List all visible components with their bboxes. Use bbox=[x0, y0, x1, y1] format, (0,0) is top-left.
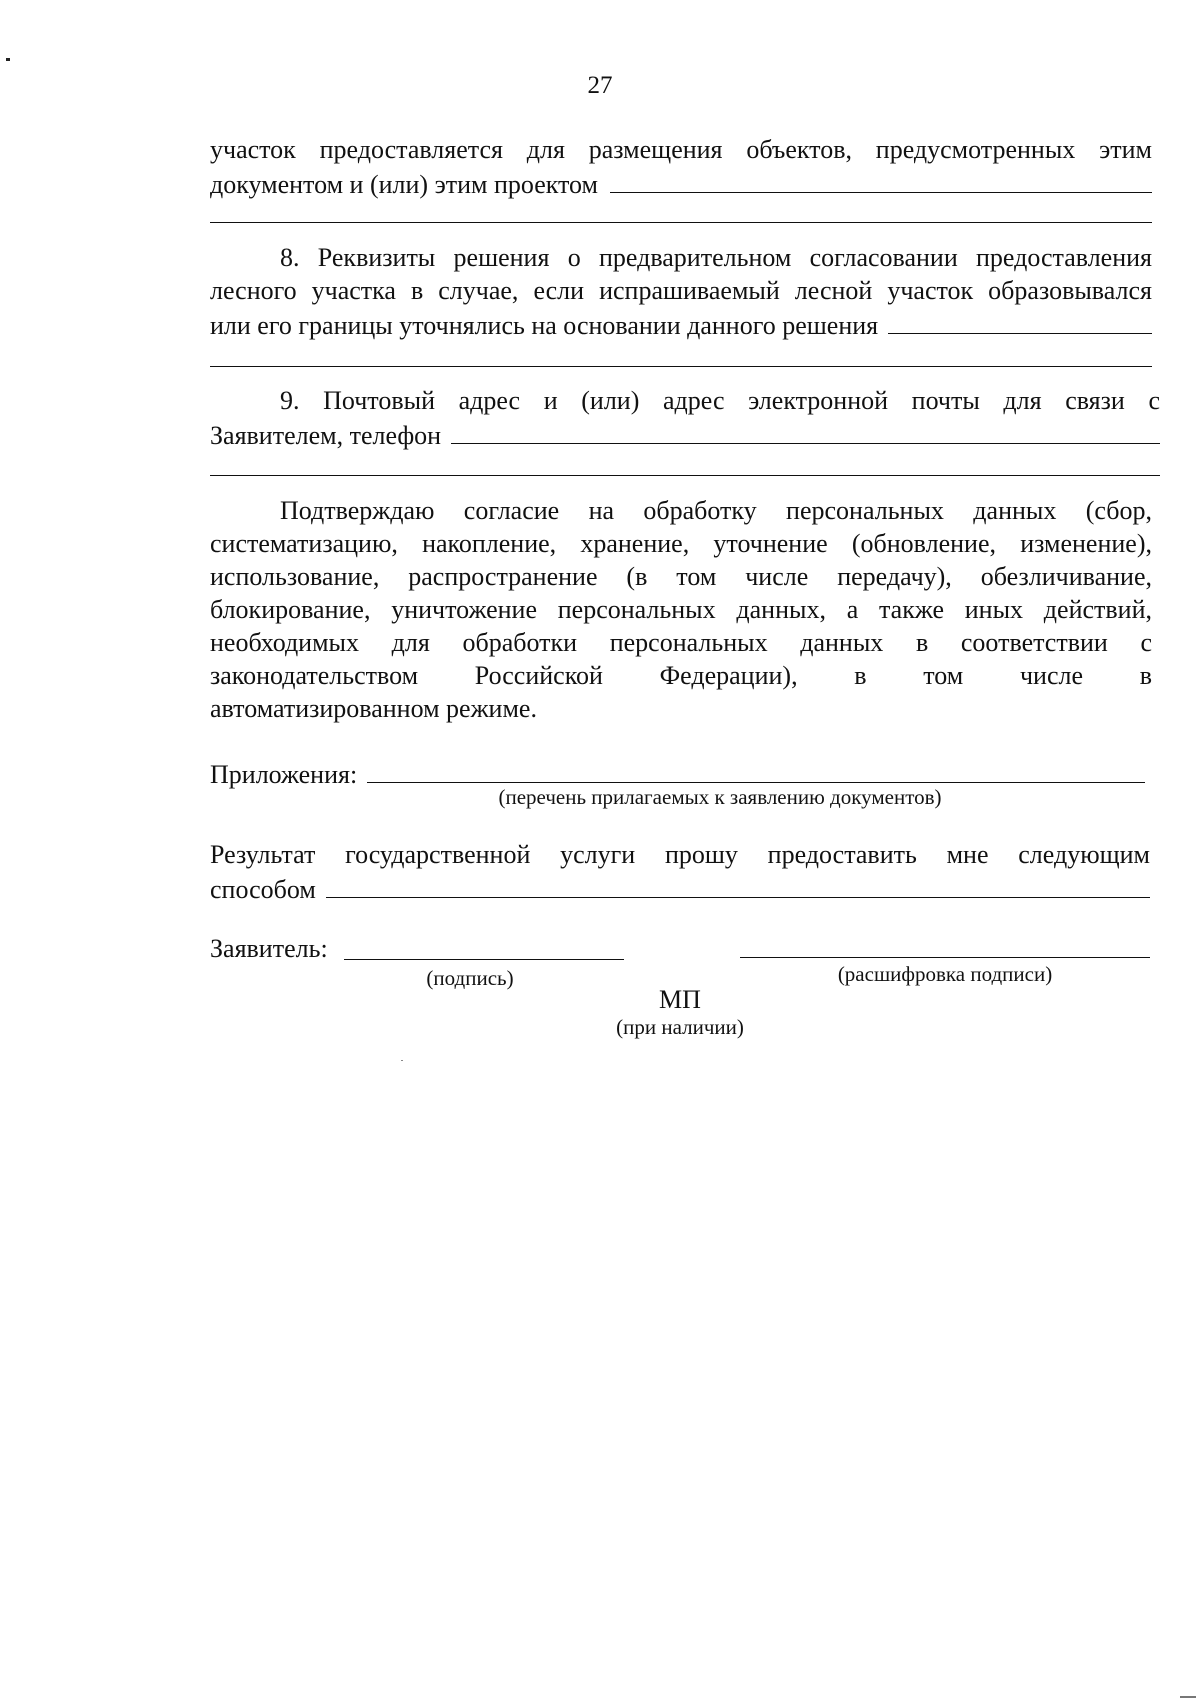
text-line: участок предоставляется для размещения объектов, предусмотренных этим bbox=[210, 135, 1152, 164]
applicant-label: Заявитель: bbox=[210, 934, 328, 963]
text-line: использование, распространение (в том числе передачу), обезличивание, bbox=[210, 562, 1152, 591]
consent-paragraph bbox=[210, 494, 1152, 725]
text-line: необходимых для обработки персональных данных в соответствии с bbox=[210, 628, 1152, 657]
text-line: автоматизированном режиме. bbox=[210, 694, 537, 723]
decoding-line bbox=[740, 957, 1150, 958]
text-fragment: Заявителем, телефон bbox=[210, 421, 442, 450]
text-line: блокирование, уничтожение персональных данных, а также иных действий, bbox=[210, 595, 1152, 624]
fill-line bbox=[210, 366, 1152, 367]
text-line: Подтверждаю согласие на обработку персональных данных (сбор, bbox=[280, 496, 1152, 525]
page-number: 27 bbox=[587, 72, 613, 99]
signature-caption: (подпись) bbox=[426, 966, 514, 990]
result-paragraph bbox=[210, 838, 1150, 906]
text-line bbox=[210, 307, 1152, 342]
signature-line bbox=[344, 959, 624, 960]
applicant-line bbox=[210, 932, 1150, 965]
text-fragment: документом и (или) этим проектом bbox=[210, 170, 598, 199]
fill-line bbox=[210, 475, 1160, 476]
text-line: 8. Реквизиты решения о предварительном согласовании предоставления bbox=[280, 243, 1152, 272]
text-line: лесного участка в случае, если испрашиваемый лесной участок образовывался bbox=[210, 276, 1152, 305]
fill-line bbox=[210, 222, 1152, 223]
stamp-caption: (при наличии) bbox=[616, 1015, 744, 1039]
decoding-caption: (расшифровка подписи) bbox=[837, 962, 1053, 986]
text-line bbox=[210, 417, 1160, 452]
text-line: законодательством Российской Федерации), в том числе в bbox=[210, 661, 1152, 690]
section-8 bbox=[210, 241, 1152, 342]
text-line: Результат государственной услуги прошу предоставить мне следующим bbox=[210, 840, 1150, 869]
attachments-caption: (перечень прилагаемых к заявлению документов) bbox=[498, 785, 942, 809]
text-fragment: или его границы уточнялись на основании данного решения bbox=[210, 311, 879, 340]
fill-line bbox=[326, 871, 1150, 898]
stamp-label: МП bbox=[659, 985, 701, 1014]
text-line bbox=[210, 166, 1152, 201]
scan-speck bbox=[401, 1060, 403, 1061]
scan-speck bbox=[1180, 1696, 1196, 1698]
text-fragment: способом bbox=[210, 875, 316, 904]
text-line bbox=[210, 871, 1150, 906]
fill-line bbox=[888, 307, 1152, 334]
fill-line bbox=[367, 756, 1145, 783]
scan-speck bbox=[6, 58, 10, 61]
section7-ending bbox=[210, 133, 1152, 201]
fill-line bbox=[451, 417, 1160, 444]
text-line: систематизацию, накопление, хранение, уточнение (обновление, изменение), bbox=[210, 529, 1152, 558]
attachments-label: Приложения: bbox=[210, 760, 358, 789]
fill-line bbox=[610, 166, 1152, 193]
text-line: 9. Почтовый адрес и (или) адрес электронной почты для связи с bbox=[280, 386, 1160, 415]
section-9 bbox=[210, 384, 1160, 452]
